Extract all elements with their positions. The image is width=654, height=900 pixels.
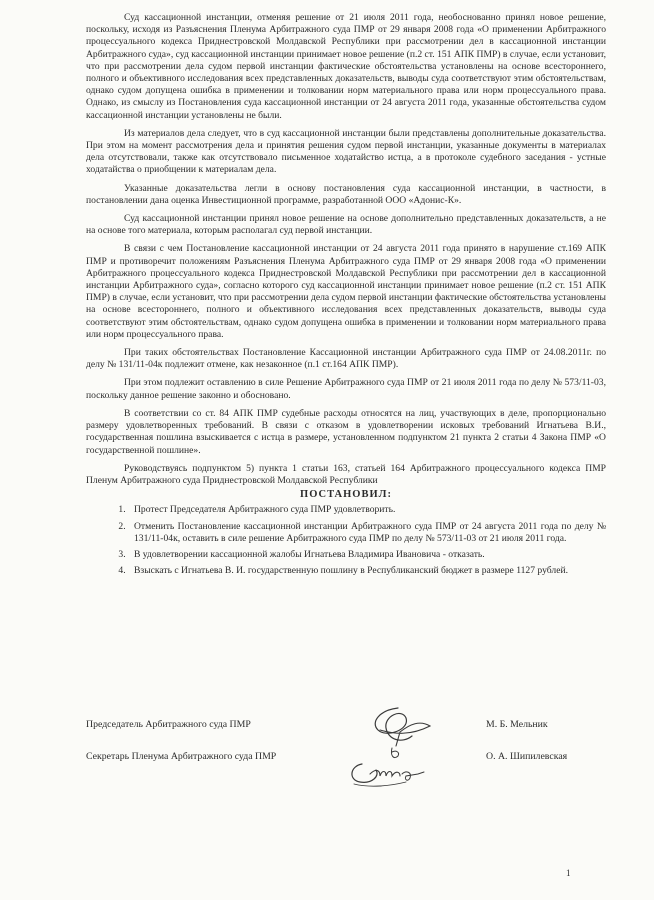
paragraph-7: При этом подлежит оставлению в силе Решение Арбитражного суда ПМР от 21 июля 2011 года по делу № 573/11-03, поскольку данное решение законно и обосновано. (86, 377, 606, 401)
paragraph-6: При таких обстоятельствах Постановление Кассационной инстанции Арбитражного суда ПМР от 24.08.2011г. по делу № 131/11-04к подлежит отмене, как незаконное (п.1 ст.164 АПК ПМР). (86, 347, 606, 371)
decision-item-4: 4. Взыскать с Игнатьева В. И. государственную пошлину в Республиканский бюджет в размере 1127 рублей. (128, 565, 606, 577)
signatory-name: М. Б. Мельник (486, 719, 548, 730)
paragraph-8: В соответствии со ст. 84 АПК ПМР судебные расходы относятся на лиц, участвующих в деле, пропорционально размеру удовлетворенных требований. В связи с отказом в удовлетворении исковых требований Игнатьева В.И., государственная пошлина взыскивается с истца в размере, установленном подпунктом 21 пункта 2 статьи 4 Закона ПМР «О государственной пошлине». (86, 407, 606, 456)
paragraph-3: Указанные доказательства легли в основу постановления суда кассационной инстанции, в частности, в постановлении дана оценка Инвестиционной программе, разработанной ООО «Адонис-К». (86, 182, 606, 206)
document-body (86, 12, 606, 581)
decision-heading: ПОСТАНОВИЛ: (300, 489, 392, 501)
decision-item-3: 3. В удовлетворении кассационной жалобы Игнатьева Владимира Ивановича - отказать. (128, 549, 606, 561)
decision-item-1: 1. Протест Председателя Арбитражного суда ПМР удовлетворить. (128, 504, 606, 516)
paragraph-2: Из материалов дела следует, что в суд кассационной инстанции были представлены дополнительные доказательства. При этом на момент рассмотрения дела и принятия решения судом первой инстанции, указанные документы в материалах дела отсутствовали, также как отсутствовало письменное ходатайство истца, а в протоколе судебного заседания - устные ходатайства о приобщении к материалам дела. (86, 127, 606, 176)
paragraph-1: Суд кассационной инстанции, отменяя решение от 21 июля 2011 года, необоснованно принял новое решение, поскольку, исходя из Разъяснения Пленума Арбитражного суда ПМР от 29 января 2008 года «О применении Арбитражного процессуального кодекса Приднестровской Молдавской Республики при рассмотрении дел в кассационной инстанции Арбитражного суда», суд кассационной инстанции принимает новое решение (п.2 ст. 151 АПК ПМР) в случае, если установит, что при рассмотрении дела судом первой инстанции фактические обстоятельства установлены на основе всестороннего, полного и объективного исследования всех представленных доказательств, выводы суда соответствуют этим обстоятельствам, однако судом допущена ошибка в применении и толковании норм материального права или норм процессуального права. Однако, из смыслу из Постановления суда кассационной инстанции от 24 августа 2011 года, указанные обстоятельства судом кассационной инстанции установлены не были. (86, 12, 606, 121)
signatory-role: Председатель Арбитражного суда ПМР (86, 719, 251, 730)
decision-list (86, 504, 606, 577)
signatory-role: Секретарь Пленума Арбитражного суда ПМР (86, 751, 277, 762)
decision-item-2: 2. Отменить Постановление кассационной инстанции Арбитражного суда ПМР от 24 августа 2011 года по делу № 131/11-04к, оставить в силе решение Арбитражного суда ПМР по делу № 573/11-03 от 21 июля 2011 года. (128, 521, 606, 545)
paragraph-5: В связи с чем Постановление кассационной инстанции от 24 августа 2011 года принято в нарушение ст.169 АПК ПМР и противоречит положениям Разъяснения Пленума Арбитражного суда ПМР от 29 января 2008 года «О применении Арбитражного процессуального кодекса Приднестровской Молдавской Республики при рассмотрении дел в кассационной инстанции Арбитражного суда», согласно которого суд кассационной инстанции принимает новое решение (п.2 ст. 151 АПК ПМР) в случае, если установит, что при рассмотрении дела судом первой инстанции фактические обстоятельства установлены на основе всестороннего, полного и объективного исследования всех представленных доказательств, выводы суда соответствуют этим обстоятельствам, однако судом допущена ошибка в применении и толковании норм материального права или норм процессуального права. (86, 243, 606, 340)
paragraph-9: Руководствуясь подпунктом 5) пункта 1 статьи 163, статьей 164 Арбитражного процессуального кодекса ПМР Пленум Арбитражного суда Приднестровской Молдавской Республики (86, 462, 606, 486)
handwritten-signature-icon (340, 700, 460, 800)
page-number: 1 (566, 868, 571, 878)
paragraph-4: Суд кассационной инстанции принял новое решение на основе дополнительно представленных доказательств, а не на основе того материала, которым располагал суд первой инстанции. (86, 213, 606, 237)
signatory-name: О. А. Шипилевская (486, 751, 568, 762)
